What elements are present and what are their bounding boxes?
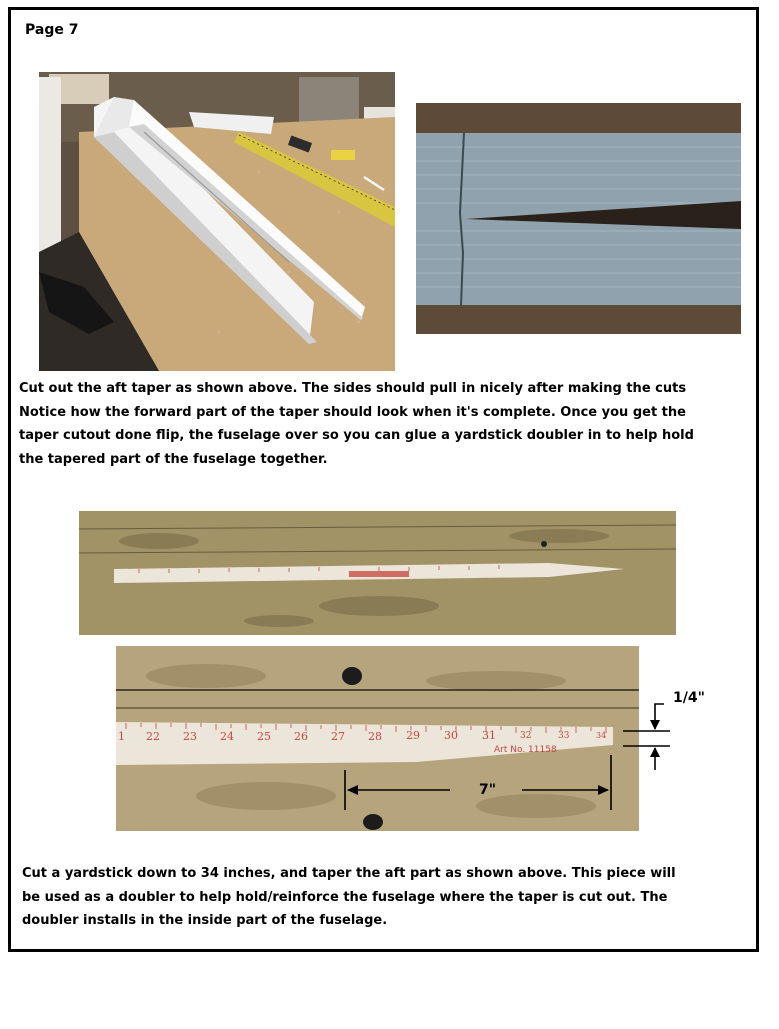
yardstick-number: 34 bbox=[596, 731, 607, 740]
yardstick-number: 30 bbox=[444, 729, 458, 742]
yardstick-number: 26 bbox=[294, 730, 308, 743]
paragraph-line: taper cutout done flip, the fuselage over so you can glue a yardstick doubler in to help hold bbox=[19, 428, 694, 443]
paragraph-doubler-instructions bbox=[22, 862, 676, 933]
yardstick-number: 24 bbox=[220, 730, 234, 743]
paragraph-line: Cut a yardstick down to 34 inches, and taper the aft part as shown above. This piece will bbox=[22, 866, 676, 881]
yardstick-number: 31 bbox=[482, 729, 496, 742]
yardstick-number: 23 bbox=[183, 730, 197, 743]
yardstick-number: 22 bbox=[146, 730, 160, 743]
yardstick-number: 25 bbox=[257, 730, 271, 743]
seven-inch-label: 7" bbox=[479, 782, 497, 798]
quarter-inch-label: 1/4" bbox=[673, 690, 705, 706]
paragraph-line: be used as a doubler to help hold/reinforce the fuselage where the taper is cut out. The bbox=[22, 889, 668, 905]
paragraph-line: Notice how the forward part of the taper should look when it's complete. Once you get the bbox=[19, 404, 686, 420]
paragraph-line: doubler installs in the inside part of the fuselage. bbox=[22, 913, 388, 928]
page-number: Page 7 bbox=[25, 22, 79, 38]
yardstick-number: 28 bbox=[368, 730, 382, 743]
yardstick-part-number: Art No. 11158 bbox=[494, 745, 557, 755]
yardstick-number: 33 bbox=[558, 731, 570, 741]
yardstick-number: 32 bbox=[520, 731, 532, 741]
paragraph-line: the tapered part of the fuselage together. bbox=[19, 451, 328, 467]
yardstick-number: 27 bbox=[331, 730, 345, 743]
yardstick-number: 29 bbox=[406, 729, 420, 742]
yardstick-number: 1 bbox=[118, 730, 125, 743]
paragraph-line: Cut out the aft taper as shown above. The sides should pull in nicely after making the cuts bbox=[19, 381, 687, 396]
